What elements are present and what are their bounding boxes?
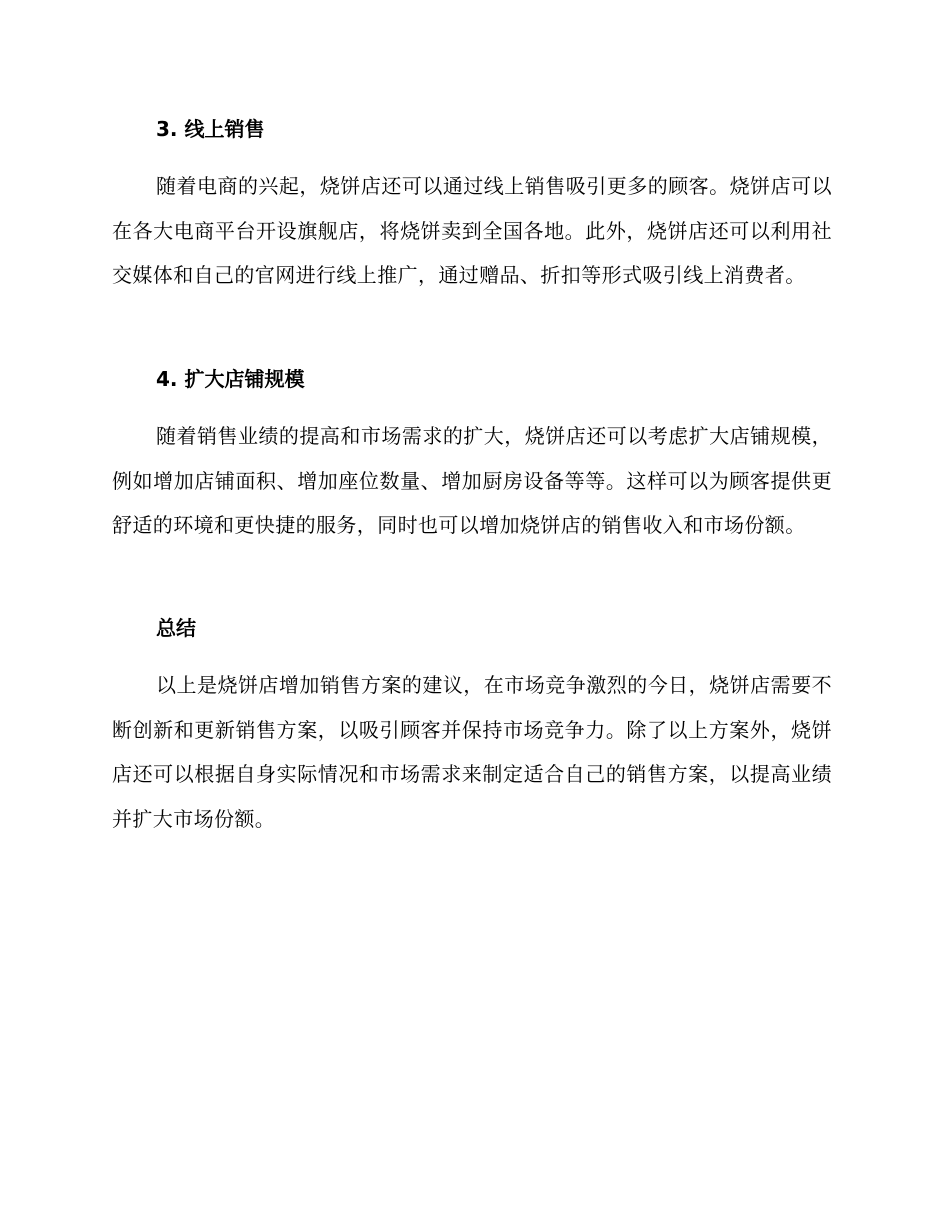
section-paragraph-expand-store: 随着销售业绩的提高和市场需求的扩大，烧饼店还可以考虑扩大店铺规模，例如增加店铺面积、增加座位数量、增加厨房设备等等。这样可以为顾客提供更舒适的环境和更快捷的服务，同时也可以增加烧饼店的销售收入和市场份额。 — [112, 424, 832, 537]
section-heading-summary: 总结 — [156, 616, 196, 640]
section-paragraph-summary: 以上是烧饼店增加销售方案的建议，在市场竞争激烈的今日，烧饼店需要不断创新和更新销售方案，以吸引顾客并保持市场竞争力。除了以上方案外，烧饼店还可以根据自身实际情况和市场需求来制定适合自己的销售方案，以提高业绩并扩大市场份额。 — [112, 673, 832, 831]
section-paragraph-online-sales: 随着电商的兴起，烧饼店还可以通过线上销售吸引更多的顾客。烧饼店可以在各大电商平台开设旗舰店，将烧饼卖到全国各地。此外，烧饼店还可以利用社交媒体和自己的官网进行线上推广，通过赠品、折扣等形式吸引线上消费者。 — [112, 174, 832, 287]
section-heading-expand-store: 4. 扩大店铺规模 — [156, 367, 305, 391]
section-heading-online-sales: 3. 线上销售 — [156, 117, 265, 141]
